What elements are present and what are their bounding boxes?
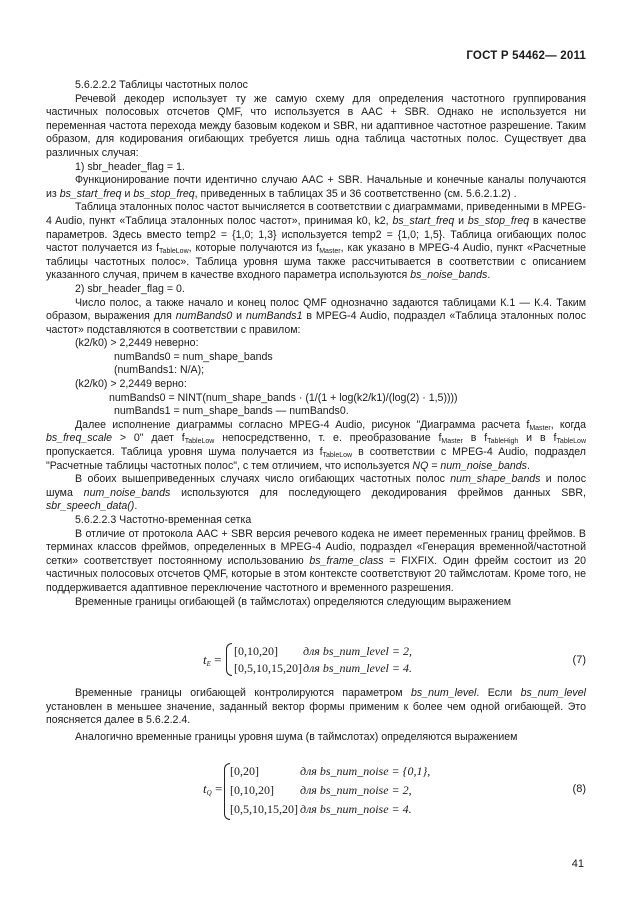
eq7-row2-condition: для bs_num_level = 4. <box>303 661 412 675</box>
paragraph: Временные границы огибающей (в таймслотах) определяются следующим выражением <box>75 595 512 608</box>
eq8-row2-condition: для bs_num_noise = 2, <box>300 783 412 797</box>
eq7-lhs: $t_E$ = <box>203 652 222 668</box>
paragraph: Речевой декодер использует ту же самую схему для определения частотного группирования частичных полосовых отсчетов QMF, что используется в AAC + SBR. Однако не используется ни переменная частота перехода между базовым кодеком и SBR, ни адаптивное частотное разрешение. Таким образом, для кодирования огибающих требуется лишь одна таблица частотных полос. Существует два различных случая: <box>46 92 586 159</box>
page-number: 41 <box>571 858 584 870</box>
paragraph: Функционирование почти идентично случаю AAC + SBR. Начальные и конечные каналы получаются из bs_start_freq и bs_stop_freq, приведенных в таблицах 35 и 36 соответственно (см. 5.6.2.1.2) . <box>46 174 586 200</box>
eq8-brace <box>224 763 230 820</box>
standard-header: ГОСТ Р 54462— 2011 <box>466 50 586 62</box>
eq7-number: (7) <box>572 654 586 666</box>
paragraph: Таблица эталонных полос частот вычисляется в соответствии с диаграммами, приведенными в MPEG-4 Audio, пункт «Таблица эталонных полос частот», принимая k0, k2, bs_start_freq и bs_stop_freq в качестве параметров. Здесь вместо temp2 = {1,0; 1,3} используется temp2 = {1,0; 1,5}. Таблица огибающих полос частот получается из $f_{TableLow}$, которые получаются из $f_{Master}$, как указано в MPEG-4 Audio, пункт «Расчетные таблицы частотных полос». Таблица уровня шума также рассчитывается в соответствии с описанием указанного случая, причем в качестве входного параметра используются bs_noise_bands. <box>46 201 586 282</box>
body-text-2 <box>46 687 586 744</box>
paragraph: Число полос, а также начало и конец полос QMF однозначно задаются таблицами К.1 — К.4. Таким образом, выражения для numBands0 и numBands1 в MPEG-4 Audio, подраздел «Таблица эталонных полос частот» подставляются в соответствии с правилом: <box>46 296 586 336</box>
rule-line: (k2/k0) > 2,2449 верно: <box>75 378 187 391</box>
eq8-number: (8) <box>572 783 586 795</box>
eq8-row1-condition: для bs_num_noise = {0,1}, <box>300 764 431 778</box>
paragraph: Далее исполнение диаграммы согласно MPEG-4 Audio, рисунок "Диаграмма расчета $f_{Master}$, когда bs_freq_scale > 0" дает $f_{TableLow}$ непосредственно, т. е. преобразование $f_{Master}$ в $f_{TableHigh}$ и в $f_{TableLow}$ пропускается. Таблица уровня шума получается из $f_{TableLow}$ в соответствии с MPEG-4 Audio, подраздел "Расчетные таблицы частотных полос", с тем отличием, что используется NQ = num_noise_bands. <box>46 418 586 472</box>
eq7-row2-vector: [0,5,10,15,20] <box>234 661 302 675</box>
eq8-row1-vector: [0,20] <box>230 764 259 778</box>
paragraph: В отличие от протокола AAC + SBR версия речевого кодека не имеет переменных границ фреймов. В терминах классов фреймов, определенных в MPEG-4 Audio, подраздел «Генерация временной/частотной сетки» соответствует постоянному использованию bs_frame_class = FIXFIX. Один фрейм состоит из 20 частичных полосовых отсчетов QMF, которые в этом контексте соответствуют 20 таймслотам. Кроме того, не поддерживается адаптивное переключение частотного и временного разрешения. <box>46 527 586 594</box>
eq8-row3-condition: для bs_num_noise = 4. <box>300 802 412 816</box>
rule-line: numBands1 = num_shape_bands — numBands0. <box>114 405 349 418</box>
body-text <box>46 79 586 609</box>
section-heading: 5.6.2.2.2 Таблицы частотных полос <box>75 79 248 91</box>
rule-line: (numBands1: N/A); <box>114 364 205 377</box>
rule-line: numBands0 = num_shape_bands <box>114 350 273 363</box>
rule-line: numBands0 = NINT(num_shape_bands · (1/(1 + log(k2/k1)/(log(2) · 1,5)))) <box>109 391 458 404</box>
paragraph: Аналогично временные границы уровня шума (в таймслотах) определяются выражением <box>75 730 518 743</box>
paragraph: В обоих вышеприведенных случаях число огибающих частотных полос num_shape_bands и полос шума num_noise_bands используются для последующего декодирования фреймов данных SBR, sbr_speech_data(). <box>46 473 586 513</box>
eq8-row3-vector: [0,5,10,15,20] <box>230 802 298 816</box>
section-heading: 5.6.2.2.3 Частотно-временная сетка <box>75 514 252 526</box>
eq8-lhs: $t_Q$ = <box>203 781 223 797</box>
eq7-row1-vector: [0,10,20] <box>234 644 278 658</box>
paragraph: Временные границы огибающей контролируются параметром bs_num_level. Если bs_num_level установлен в меньшее значение, заданный вектор формы применим к более чем одной огибающей. Это поясняется далее в 5.6.2.2.4. <box>46 687 586 727</box>
eq7-brace <box>226 643 232 676</box>
case-heading: 2) sbr_header_flag = 0. <box>75 282 185 295</box>
eq7-row1-condition: для bs_num_level = 2, <box>303 644 412 658</box>
rule-line: (k2/k0) > 2,2449 неверно: <box>75 337 199 350</box>
eq8-row2-vector: [0,10,20] <box>230 783 274 797</box>
case-heading: 1) sbr_header_flag = 1. <box>75 160 185 173</box>
